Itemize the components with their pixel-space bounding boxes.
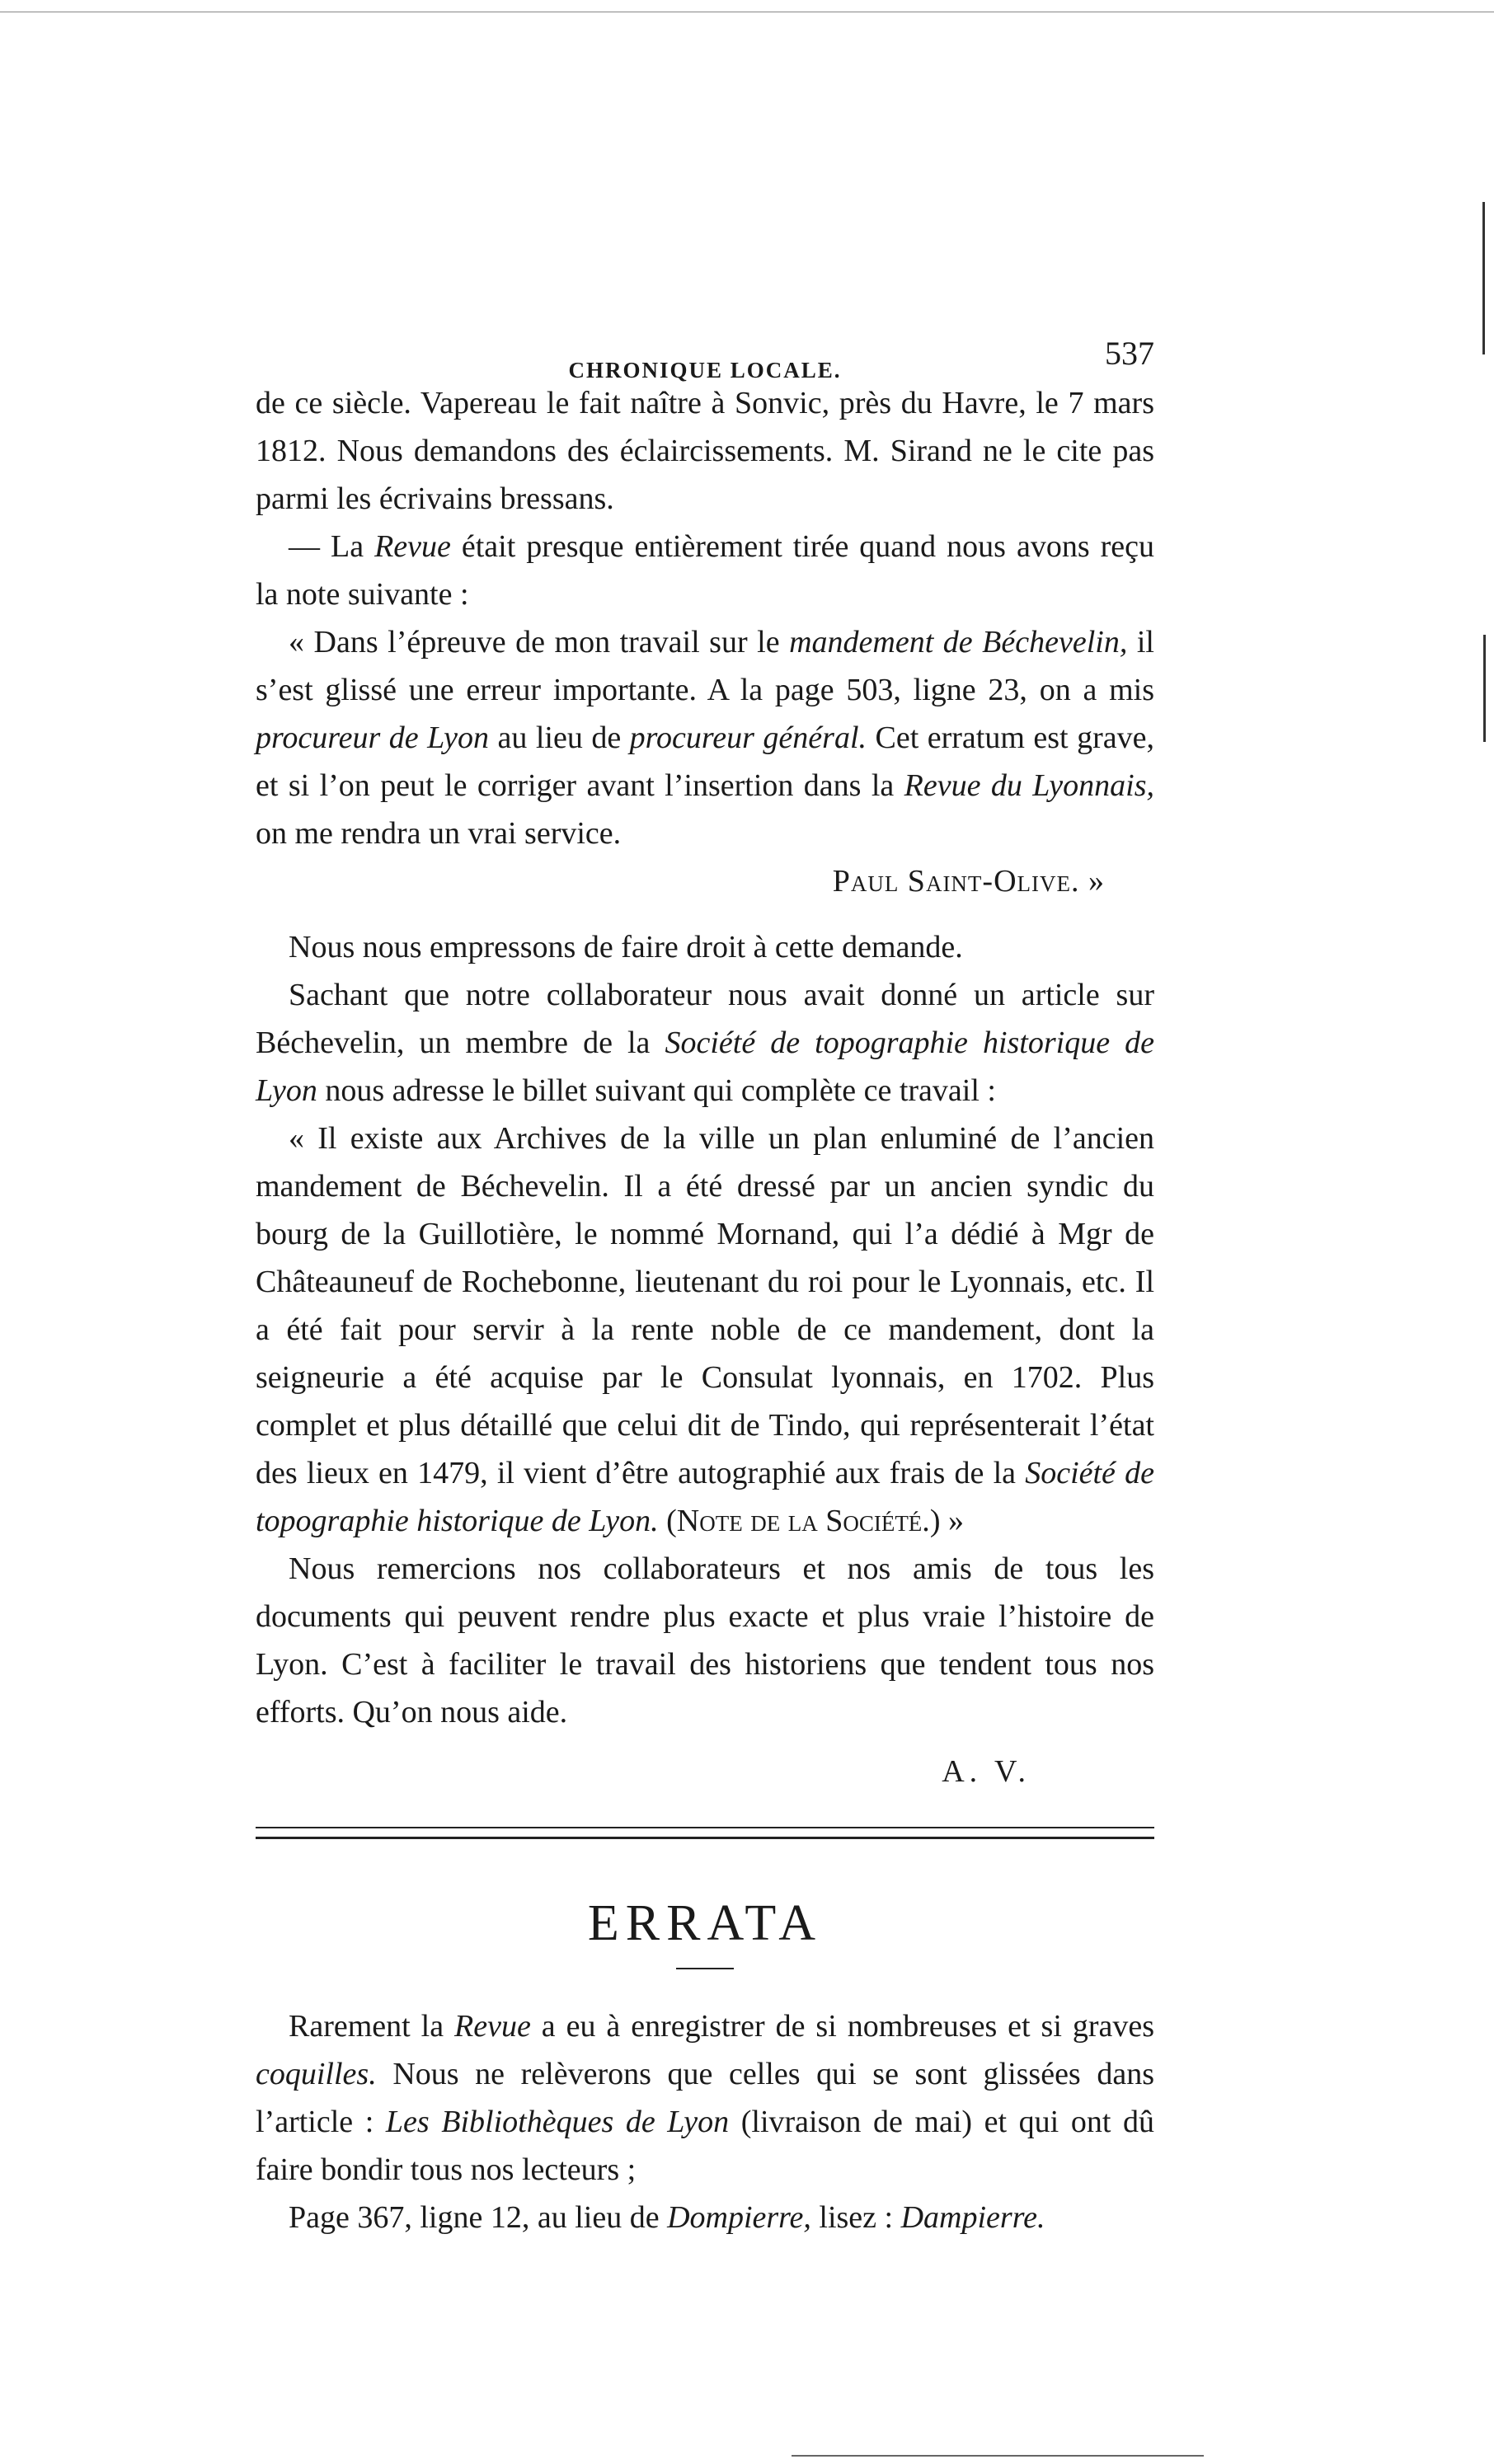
errata-heading: ERRATA (587, 1895, 823, 1951)
running-head: CHRONIQUE LOCALE. (568, 358, 842, 383)
paragraph-revue-note: — La Revue était presque entièrement tirée quand nous avons reçu la note suivante : (256, 529, 1154, 612)
scan-edge-right-2 (1483, 635, 1486, 742)
paragraph-empressons: Nous nous empressons de faire droit à cette demande. (289, 930, 963, 964)
initials-signature: A. V. (942, 1754, 1031, 1789)
scan-edge-right-1 (1482, 202, 1485, 354)
errata-intro: Rarement la Revue a eu à enregistrer de si nombreuses et si graves coquilles. Nous ne relèverons que celles qui se sont glissées dans l’article : Les Bibliothèques de Lyon (livraison de mai) et qui ont dû faire bondir tous nos lecteurs ; (256, 2009, 1154, 2187)
page-body (256, 321, 1154, 2241)
errata-correction: Page 367, ligne 12, au lieu de Dompierre, lisez : Dampierre. (289, 2200, 1045, 2235)
heading-underline (676, 1968, 734, 1969)
scan-edge-bottom (792, 2455, 1204, 2457)
page-number: 537 (1105, 335, 1154, 372)
paragraph-sachant: Sachant que notre collaborateur nous avait donné un article sur Béchevelin, un membre de la Société de topographie historique de Lyon nous adresse le billet suivant qui complète ce travail : (256, 978, 1154, 1108)
spacer (256, 905, 1154, 923)
paragraph-remerciements: Nous remercions nos collaborateurs et nos amis de tous les documents qui peuvent rendre plus exacte et plus vraie l’histoire de Lyon. C’est à faciliter le travail des historiens que tendent tous nos efforts. Qu’on nous aide. (256, 1551, 1154, 1729)
paragraph-continuation: de ce siècle. Vapereau le fait naître à Sonvic, près du Havre, le 7 mars 1812. Nous demandons des éclaircissements. M. Sirand ne le cite pas parmi les écrivains bressans. (256, 386, 1154, 516)
section-divider-thin (256, 1827, 1154, 1828)
signature-saint-olive: Paul Saint-Olive. » (832, 864, 1105, 899)
quoted-note: « Dans l’épreuve de mon travail sur le mandement de Béchevelin, il s’est glissé une erreur importante. A la page 503, ligne 23, on a mis procureur de Lyon au lieu de procureur général. Cet erratum est grave, et si l’on peut le corriger avant l’insertion dans la Revue du Lyonnais, on me rendra un vrai service. (256, 625, 1154, 851)
page-header (256, 321, 1154, 383)
section-divider-thick (256, 1837, 1154, 1839)
quoted-billet: « Il existe aux Archives de la ville un plan enluminé de l’ancien mandement de Béchevelin. Il a été dressé par un ancien syndic du bourg de la Guillotière, le nommé Mornand, qui l’a dédié à Mgr de Châteauneuf de Rochebonne, lieutenant du roi pour le Lyonnais, etc. Il a été fait pour servir à la rente noble de ce mandement, dont la seigneurie a été acquise par le Consulat lyonnais, en 1702. Plus complet et plus détaillé que celui dit de Tindo, qui représenterait l’état des lieux en 1479, il vient d’être autographié aux frais de la Société de topographie historique de Lyon. (Note de la Société.) » (256, 1121, 1154, 1538)
